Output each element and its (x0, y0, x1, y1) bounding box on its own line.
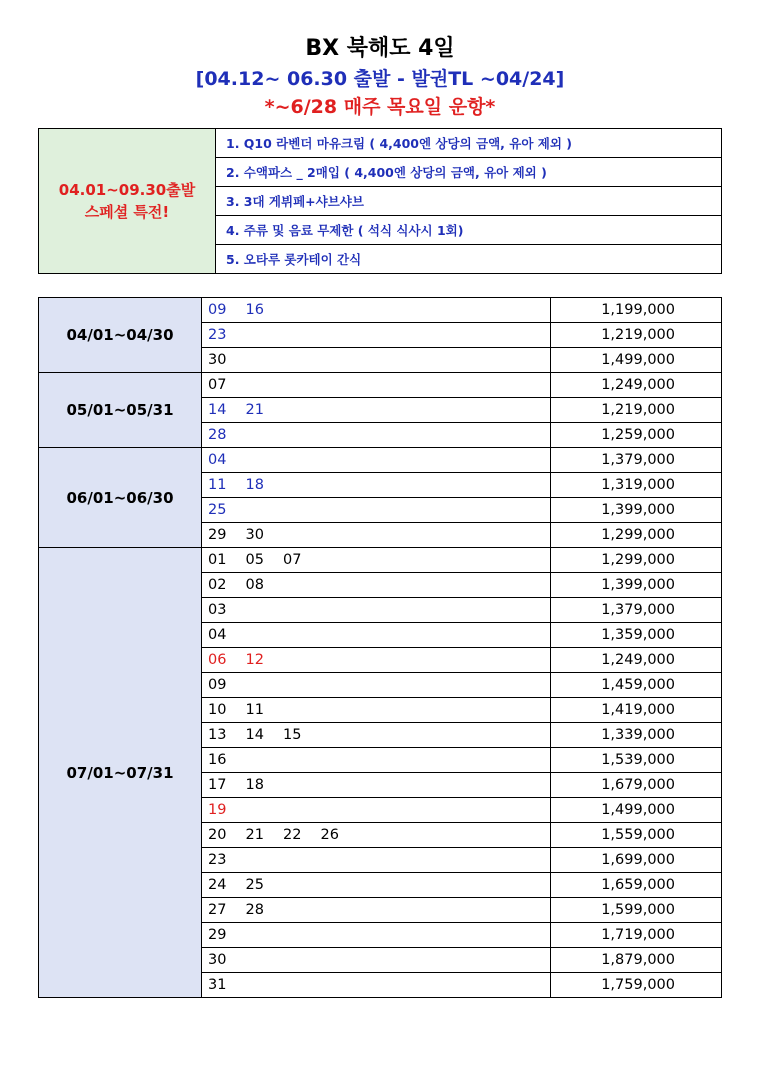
price-value: 1,559,000 (551, 823, 722, 848)
departure-day: 07 (283, 552, 302, 568)
departure-days (202, 548, 551, 573)
departure-days (202, 723, 551, 748)
benefit-item: 4. 주류 및 음료 무제한 ( 석식 식사시 1회) (216, 216, 722, 245)
price-value: 1,499,000 (551, 348, 722, 373)
price-value: 1,399,000 (551, 573, 722, 598)
month-period: 05/01~05/31 (39, 373, 202, 448)
price-value: 1,249,000 (551, 373, 722, 398)
page-title: BX 북해도 4일 (305, 36, 455, 61)
departure-days (202, 448, 551, 473)
departure-day: 30 (208, 352, 227, 368)
month-period: 07/01~07/31 (39, 548, 202, 998)
departure-day: 08 (245, 577, 264, 593)
departure-day: 21 (245, 402, 264, 418)
departure-day: 09 (208, 677, 227, 693)
price-value: 1,199,000 (551, 298, 722, 323)
departure-day: 07 (208, 377, 227, 393)
price-value: 1,379,000 (551, 598, 722, 623)
departure-days (202, 948, 551, 973)
departure-day: 06 (208, 652, 227, 668)
price-value: 1,249,000 (551, 648, 722, 673)
departure-day: 17 (208, 777, 227, 793)
price-value: 1,659,000 (551, 873, 722, 898)
departure-days (202, 798, 551, 823)
price-value: 1,599,000 (551, 898, 722, 923)
departure-day: 01 (208, 552, 227, 568)
departure-days (202, 848, 551, 873)
departure-day: 03 (208, 602, 227, 618)
departure-day: 12 (245, 652, 264, 668)
price-value: 1,359,000 (551, 623, 722, 648)
benefit-item: 5. 오타루 롯카테이 간식 (216, 245, 722, 274)
departure-day: 31 (208, 977, 227, 993)
price-value: 1,719,000 (551, 923, 722, 948)
price-value: 1,219,000 (551, 323, 722, 348)
departure-days (202, 598, 551, 623)
departure-day: 28 (208, 427, 227, 443)
departure-period: [04.12~ 06.30 출발 - 발권TL ~04/24] (195, 68, 565, 90)
price-value: 1,679,000 (551, 773, 722, 798)
departure-day: 30 (245, 527, 264, 543)
departure-day: 29 (208, 527, 227, 543)
departure-day: 25 (208, 502, 227, 518)
table-row (39, 373, 722, 398)
departure-day: 20 (208, 827, 227, 843)
departure-day: 29 (208, 927, 227, 943)
departure-day: 26 (320, 827, 339, 843)
price-value: 1,879,000 (551, 948, 722, 973)
price-value: 1,339,000 (551, 723, 722, 748)
departure-days (202, 298, 551, 323)
departure-days (202, 573, 551, 598)
departure-day: 16 (245, 302, 264, 318)
departure-day: 16 (208, 752, 227, 768)
departure-day: 23 (208, 852, 227, 868)
table-row (39, 298, 722, 323)
departure-day: 27 (208, 902, 227, 918)
departure-day: 24 (208, 877, 227, 893)
departure-day: 11 (208, 477, 227, 493)
departure-days (202, 898, 551, 923)
benefit-item: 2. 수액파스 _ 2매입 ( 4,400엔 상당의 금액, 유아 제외 ) (216, 158, 722, 187)
departure-day: 10 (208, 702, 227, 718)
benefit-item: 1. Q10 라벤더 마유크림 ( 4,400엔 상당의 금액, 유아 제외 ) (216, 129, 722, 158)
departure-days (202, 623, 551, 648)
departure-day: 11 (245, 702, 264, 718)
price-table (38, 297, 722, 998)
departure-days (202, 423, 551, 448)
departure-days (202, 473, 551, 498)
price-value: 1,299,000 (551, 523, 722, 548)
table-row (39, 548, 722, 573)
departure-day: 02 (208, 577, 227, 593)
departure-day: 04 (208, 452, 227, 468)
price-value: 1,299,000 (551, 548, 722, 573)
departure-days (202, 523, 551, 548)
departure-day: 15 (283, 727, 302, 743)
departure-days (202, 673, 551, 698)
departure-days (202, 398, 551, 423)
departure-day: 18 (245, 777, 264, 793)
departure-days (202, 498, 551, 523)
departure-day: 19 (208, 802, 227, 818)
price-value: 1,499,000 (551, 798, 722, 823)
departure-day: 28 (245, 902, 264, 918)
departure-day: 05 (245, 552, 264, 568)
departure-day: 14 (208, 402, 227, 418)
price-value: 1,699,000 (551, 848, 722, 873)
departure-day: 13 (208, 727, 227, 743)
price-value: 1,259,000 (551, 423, 722, 448)
departure-days (202, 873, 551, 898)
price-value: 1,319,000 (551, 473, 722, 498)
departure-days (202, 923, 551, 948)
departure-day: 25 (245, 877, 264, 893)
departure-days (202, 748, 551, 773)
special-benefits-label: 04.01~09.30출발 스페셜 특전! (39, 129, 216, 274)
price-value: 1,539,000 (551, 748, 722, 773)
table-row (39, 448, 722, 473)
departure-day: 18 (245, 477, 264, 493)
departure-day: 23 (208, 327, 227, 343)
departure-days (202, 348, 551, 373)
price-value: 1,419,000 (551, 698, 722, 723)
departure-days (202, 648, 551, 673)
month-period: 04/01~04/30 (39, 298, 202, 373)
departure-days (202, 373, 551, 398)
departure-days (202, 323, 551, 348)
departure-day: 22 (283, 827, 302, 843)
departure-days (202, 773, 551, 798)
departure-day: 30 (208, 952, 227, 968)
operation-note: *~6/28 매주 목요일 운항* (264, 96, 496, 118)
departure-day: 14 (245, 727, 264, 743)
departure-days (202, 973, 551, 998)
benefit-item: 3. 3대 게뷔페+샤브샤브 (216, 187, 722, 216)
price-value: 1,379,000 (551, 448, 722, 473)
departure-days (202, 823, 551, 848)
price-value: 1,759,000 (551, 973, 722, 998)
price-value: 1,219,000 (551, 398, 722, 423)
departure-day: 21 (245, 827, 264, 843)
departure-day: 09 (208, 302, 227, 318)
special-benefits-table (38, 128, 722, 274)
month-period: 06/01~06/30 (39, 448, 202, 548)
price-value: 1,399,000 (551, 498, 722, 523)
departure-days (202, 698, 551, 723)
price-value: 1,459,000 (551, 673, 722, 698)
departure-day: 04 (208, 627, 227, 643)
